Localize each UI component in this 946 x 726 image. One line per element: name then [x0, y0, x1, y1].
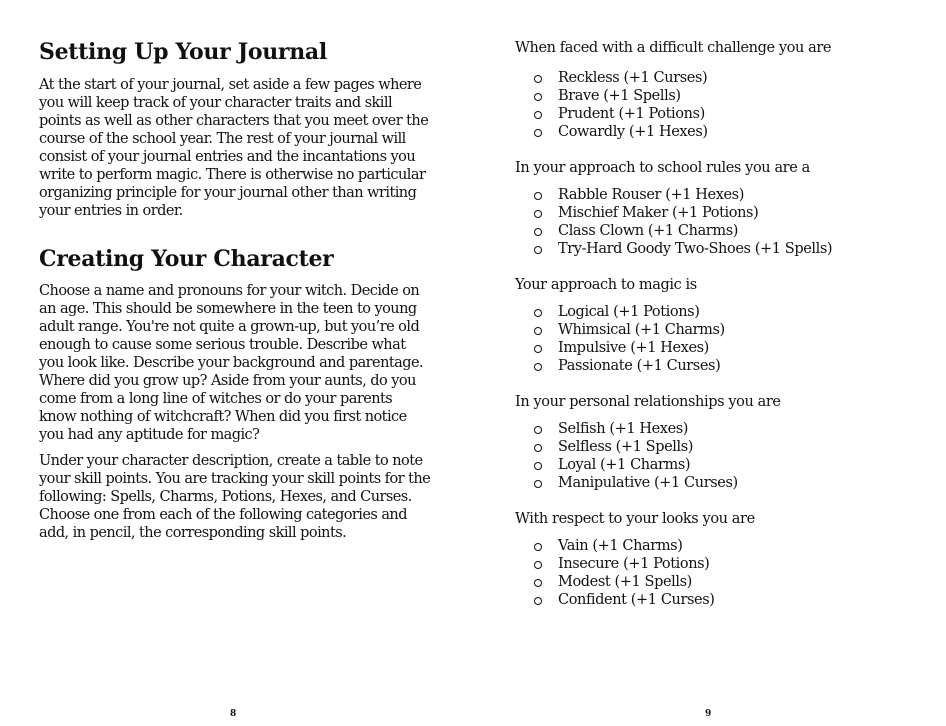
- circle-bullet-icon: [534, 597, 542, 605]
- list-item: Modest (+1 Spells): [531, 573, 715, 591]
- paragraph-skill-points: Under your character description, create a table to note your skill points. You are tracking your skill points for the following: Spells, Charms, Potions, Hexes, and Curses. Choose one from each of the following categories and add, in pencil, the corresponding skill points.: [39, 453, 431, 541]
- list-item: Loyal (+1 Charms): [531, 456, 738, 474]
- list-item: Vain (+1 Charms): [531, 537, 715, 555]
- options-personal-relationships: [531, 420, 738, 492]
- circle-bullet-icon: [534, 111, 542, 119]
- list-item: Selfless (+1 Spells): [531, 438, 738, 456]
- question-school-rules: In your approach to school rules you are a: [515, 160, 810, 176]
- circle-bullet-icon: [534, 345, 542, 353]
- question-looks: With respect to your looks you are: [515, 511, 755, 527]
- list-item: Insecure (+1 Potions): [531, 555, 715, 573]
- list-item: Mischief Maker (+1 Potions): [531, 204, 832, 222]
- circle-bullet-icon: [534, 210, 542, 218]
- question-difficult-challenge: When faced with a difficult challenge you are: [515, 40, 832, 56]
- circle-bullet-icon: [534, 327, 542, 335]
- circle-bullet-icon: [534, 192, 542, 200]
- paragraph-character-description: Choose a name and pronouns for your witch. Decide on an age. This should be somewhere in the teen to young adult range. You're not quite a grown-up, but you’re old enough to cause some serious trouble. Describe what you look like. Describe your background and parentage. Where did you grow up? Aside from your aunts, do you come from a long line of witches or do your parents know nothing of witchcraft? When did you first notice you had any aptitude for magic?: [39, 283, 424, 443]
- circle-bullet-icon: [534, 246, 542, 254]
- list-item: Reckless (+1 Curses): [531, 69, 708, 87]
- heading-creating-character: Creating Your Character: [39, 246, 334, 272]
- list-item: Prudent (+1 Potions): [531, 105, 708, 123]
- right-page: [473, 0, 946, 726]
- circle-bullet-icon: [534, 426, 542, 434]
- page-number-right: 9: [705, 709, 712, 719]
- list-item: Manipulative (+1 Curses): [531, 474, 738, 492]
- circle-bullet-icon: [534, 462, 542, 470]
- circle-bullet-icon: [534, 363, 542, 371]
- paragraph-journal-setup: At the start of your journal, set aside a few pages where you will keep track of your character traits and skill points as well as other characters that you meet over the course of the school year. The rest of your journal will consist of your journal entries and the incantations you write to perform magic. There is otherwise no particular organizing principle for your journal other than writing your entries in order.: [39, 77, 429, 219]
- list-item: Cowardly (+1 Hexes): [531, 123, 708, 141]
- list-item: Class Clown (+1 Charms): [531, 222, 832, 240]
- circle-bullet-icon: [534, 480, 542, 488]
- circle-bullet-icon: [534, 543, 542, 551]
- circle-bullet-icon: [534, 309, 542, 317]
- options-difficult-challenge: [531, 69, 708, 141]
- options-approach-to-magic: [531, 303, 725, 375]
- list-item: Selfish (+1 Hexes): [531, 420, 738, 438]
- circle-bullet-icon: [534, 75, 542, 83]
- list-item: Impulsive (+1 Hexes): [531, 339, 725, 357]
- list-item: Passionate (+1 Curses): [531, 357, 725, 375]
- options-looks: [531, 537, 715, 609]
- circle-bullet-icon: [534, 579, 542, 587]
- question-approach-to-magic: Your approach to magic is: [515, 277, 697, 293]
- page-number-left: 8: [230, 709, 237, 719]
- circle-bullet-icon: [534, 93, 542, 101]
- list-item: Whimsical (+1 Charms): [531, 321, 725, 339]
- circle-bullet-icon: [534, 129, 542, 137]
- list-item: Logical (+1 Potions): [531, 303, 725, 321]
- heading-setting-up-journal: Setting Up Your Journal: [39, 39, 327, 65]
- circle-bullet-icon: [534, 228, 542, 236]
- list-item: Brave (+1 Spells): [531, 87, 708, 105]
- question-personal-relationships: In your personal relationships you are: [515, 394, 781, 410]
- list-item: Confident (+1 Curses): [531, 591, 715, 609]
- list-item: Try-Hard Goody Two-Shoes (+1 Spells): [531, 240, 832, 258]
- circle-bullet-icon: [534, 561, 542, 569]
- options-school-rules: [531, 186, 832, 258]
- circle-bullet-icon: [534, 444, 542, 452]
- list-item: Rabble Rouser (+1 Hexes): [531, 186, 832, 204]
